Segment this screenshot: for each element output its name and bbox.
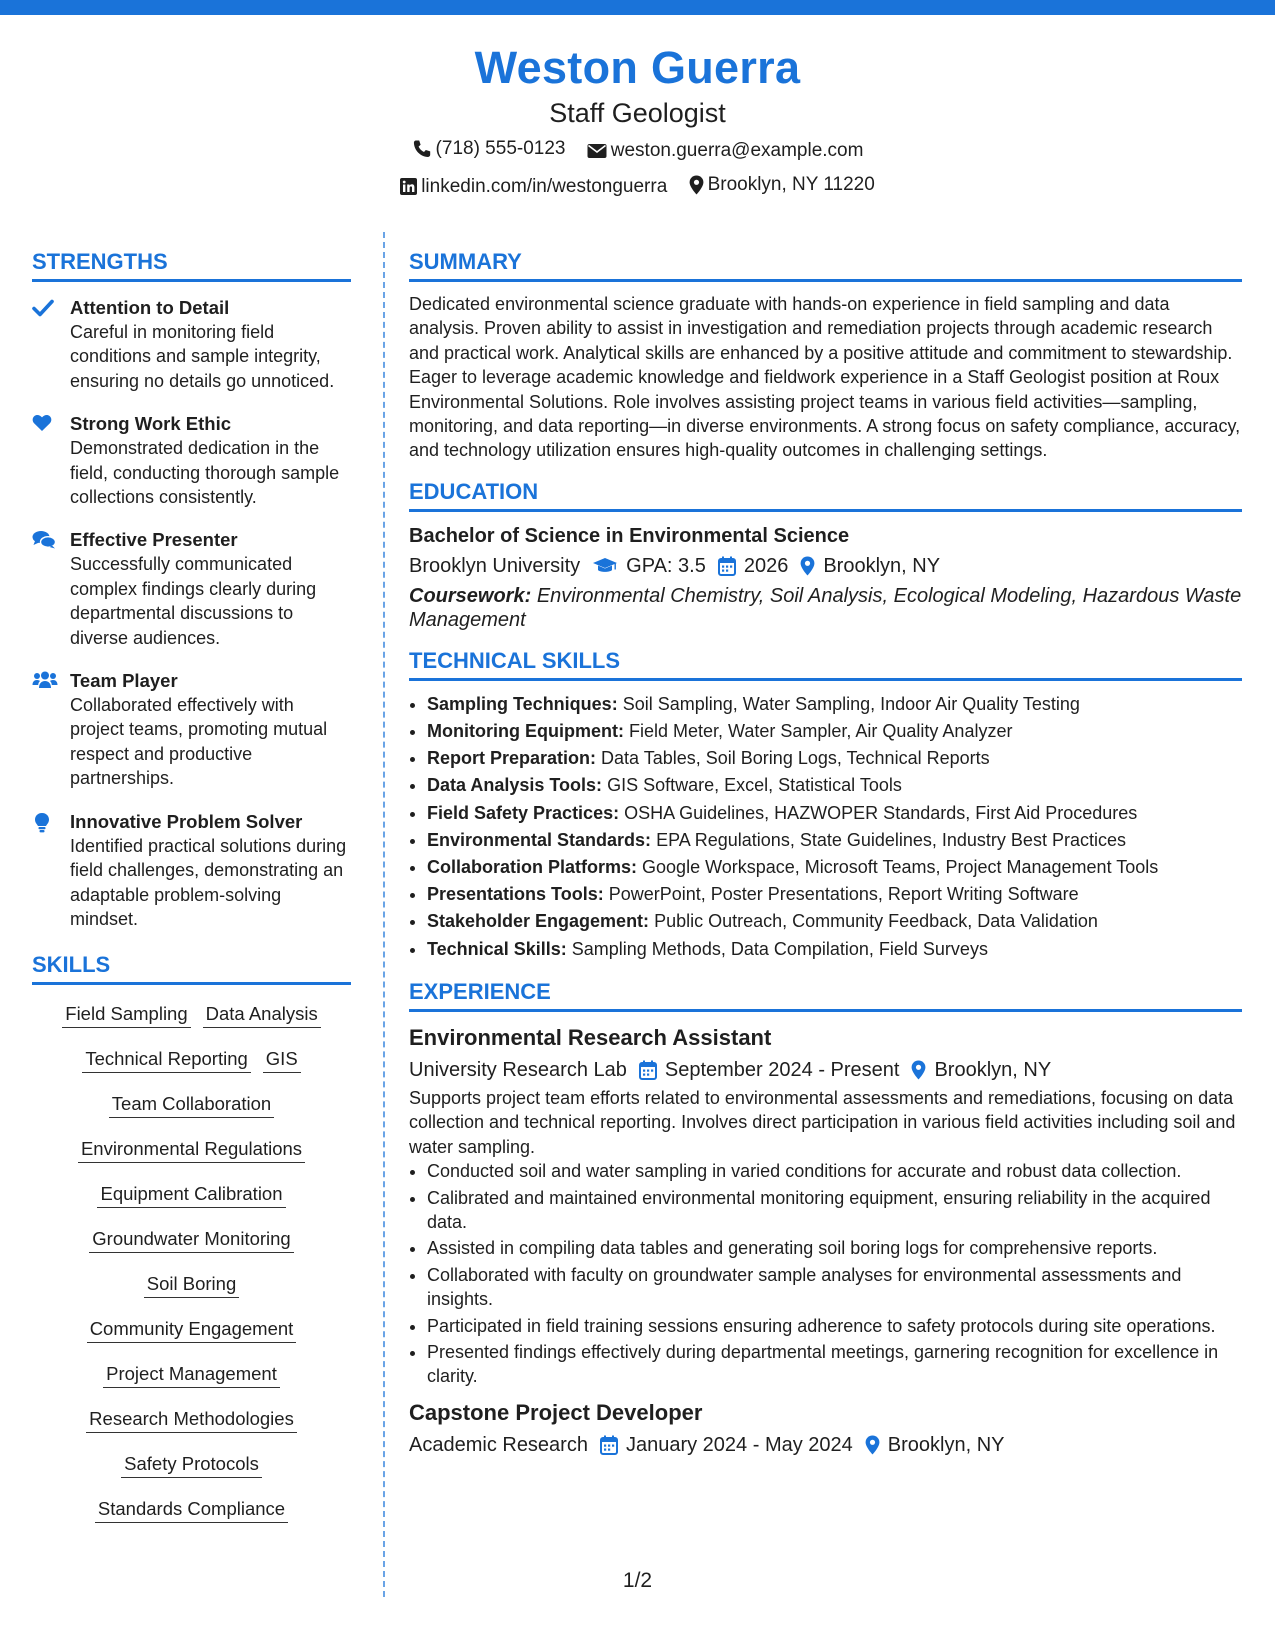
location-text: Brooklyn, NY 11220 [707,174,875,195]
calendar-icon [600,1435,618,1455]
skill-tag: Project Management [103,1361,280,1388]
skill-tag: Data Analysis [203,1001,321,1028]
map-marker-icon [911,1060,926,1080]
skill-row [32,1091,351,1136]
skills-list [32,1001,351,1541]
skill-tag: Groundwater Monitoring [89,1226,293,1253]
experience-heading: EXPERIENCE [409,977,1242,1012]
list-item: • Participated in field training sessions ensuring adherence to safety protocols during site operations. [427,1314,1242,1338]
skill-row [32,1496,351,1541]
technical-skills-heading: TECHNICAL SKILLS [409,646,1242,681]
strength-title: Attention to Detail [70,297,230,318]
left-column [32,247,351,1541]
skill-row [32,1271,351,1316]
skill-tag: Environmental Regulations [78,1136,305,1163]
contact-email[interactable] [587,136,864,166]
skill-tag: Team Collaboration [109,1091,274,1118]
skill-row [32,1046,351,1091]
map-marker-icon [865,1435,880,1455]
job-dates: September 2024 - Present [664,1058,900,1081]
email-text: weston.guerra@example.com [610,140,864,161]
skill-tag: Technical Reporting [82,1046,250,1073]
job-title: Capstone Project Developer [409,1399,703,1425]
skill-row [32,1451,351,1496]
strength-desc: Collaborated effectively with project teams, promoting mutual respect and productive partnerships. [70,695,328,789]
skill-row [32,1406,351,1451]
summary-heading: SUMMARY [409,247,1242,282]
candidate-name: Weston Guerra [474,42,801,93]
strength-item [32,528,351,650]
list-item: • Collaborated with faculty on groundwater sample analyses for environmental assessments and insights. [427,1263,1242,1312]
list-item: • Report Preparation: Data Tables, Soil Boring Logs, Technical Reports [427,745,1242,772]
job-meta [409,1054,1242,1086]
job-org: University Research Lab [409,1058,627,1081]
education-heading: EDUCATION [409,477,1242,512]
skill-tag: Equipment Calibration [97,1181,285,1208]
right-column [409,247,1242,1461]
strength-title: Effective Presenter [70,529,238,551]
skill-row [32,1361,351,1406]
job-meta [409,1429,1242,1461]
technical-skills-list [409,691,1242,963]
strength-desc: Careful in monitoring field conditions and sample integrity, ensuring no details go unnoticed. [70,322,335,391]
job-description: Supports project team efforts related to environmental assessments and remediations, focusing on data collection and technical reporting. Involves direct participation in various field activities including soil and water sampling. [409,1087,1236,1157]
contact-row-2 [0,170,1275,205]
contact-location [689,170,875,200]
calendar-icon [639,1060,657,1080]
skill-row [32,1181,351,1226]
list-item: • Stakeholder Engagement: Public Outreach, Community Feedback, Data Validation [427,908,1242,935]
skill-tag: Standards Compliance [95,1496,288,1523]
coursework [409,584,1242,632]
strength-item [32,810,351,932]
list-item: • Conducted soil and water sampling in varied conditions for accurate and robust data collection. [427,1159,1242,1183]
column-divider [383,232,385,1597]
resume-header [0,40,1275,205]
skill-tag: Field Sampling [62,1001,190,1028]
skill-row [32,1136,351,1181]
job-location: Brooklyn, NY [887,1433,1005,1456]
skill-row [32,1226,351,1271]
degree-title: Bachelor of Science in Environmental Science [409,524,850,547]
school-location: Brooklyn, NY [823,554,941,577]
linkedin-text: linkedin.com/in/westonguerra [421,175,668,197]
job-title: Staff Geologist [549,98,726,128]
skill-tag: Community Engagement [87,1316,297,1343]
strength-item [32,296,351,393]
skill-row [32,1316,351,1361]
strength-title: Team Player [70,670,178,692]
skills-heading: SKILLS [32,950,351,985]
envelope-icon [587,143,607,159]
school-name: Brooklyn University [409,554,581,577]
gpa-text: GPA: 3.5 [626,554,706,577]
calendar-icon [718,556,736,576]
strength-item [32,669,351,791]
list-item: • Assisted in compiling data tables and generating soil boring logs for comprehensive reports. [427,1236,1242,1260]
linkedin-icon [400,178,417,195]
job-dates: January 2024 - May 2024 [625,1433,853,1456]
skill-tag: Soil Boring [144,1271,239,1298]
phone-text: (718) 555-0123 [435,138,566,159]
map-marker-icon [689,175,704,195]
comments-icon [32,530,56,550]
list-item: • Data Analysis Tools: GIS Software, Excel, Statistical Tools [427,772,1242,799]
list-item: • Technical Skills: Sampling Methods, Data Compilation, Field Surveys [427,936,1242,963]
summary-text: Dedicated environmental science graduate with hands-on experience in field sampling and data analysis. Proven ability to assist in investigation and remediation projects through academic research and practical work. Analytical skills are enhanced by a positive attitude and commitment to stewardship. Eager to leverage academic knowledge and fieldwork experience in a Staff Geologist position at Roux Environmental Solutions. Role involves assisting project teams in various field activities—sampling, monitoring, and data reporting—in diverse environments. A strong focus on safety compliance, accuracy, and technology utilization ensures high-quality outcomes in challenging settings. [409,294,1241,461]
skill-tag: Research Methodologies [86,1406,297,1433]
contact-linkedin[interactable] [400,172,667,202]
list-item: • Sampling Techniques: Soil Sampling, Water Sampling, Indoor Air Quality Testing [427,691,1242,718]
list-item: • Presented findings effectively during departmental meetings, garnering recognition for excellence in clarity. [427,1340,1242,1389]
list-item: • Presentations Tools: PowerPoint, Poster Presentations, Report Writing Software [427,881,1242,908]
lightbulb-icon [32,812,52,834]
strength-title: Strong Work Ethic [70,413,232,435]
job-location: Brooklyn, NY [934,1058,1052,1081]
contact-row-1 [0,134,1275,169]
heart-icon [32,414,52,432]
list-item: • Field Safety Practices: OSHA Guidelines, HAZWOPER Standards, First Aid Procedures [427,800,1242,827]
job-bullets [409,1159,1242,1389]
job-title: Environmental Research Assistant [409,1024,772,1050]
users-icon [32,671,58,689]
graduation-cap-icon [592,557,618,575]
strength-item [32,412,351,509]
skill-tag: Safety Protocols [121,1451,262,1478]
list-item: • Calibrated and maintained environmental monitoring equipment, ensuring reliability in the acquired data. [427,1186,1242,1235]
graduation-year: 2026 [743,554,789,577]
strength-desc: Successfully communicated complex findings clearly during departmental discussions to diverse audiences. [70,554,317,648]
strength-desc: Identified practical solutions during field challenges, demonstrating an adaptable problem-solving mindset. [70,835,347,929]
phone-icon [412,139,432,159]
job-org: Academic Research [409,1433,588,1456]
strengths-heading: STRENGTHS [32,247,351,282]
strength-desc: Demonstrated dedication in the field, conducting thorough sample collections consistently. [70,438,340,508]
list-item: • Collaboration Platforms: Google Workspace, Microsoft Teams, Project Management Tools [427,854,1242,881]
skill-tag: GIS [263,1046,301,1073]
strength-title: Innovative Problem Solver [70,810,303,832]
top-accent-bar [0,0,1275,15]
page-number: 1/2 [622,1569,653,1592]
check-icon [32,298,54,318]
coursework-label: Coursework: [409,584,532,607]
map-marker-icon [800,556,815,576]
skill-row [32,1001,351,1046]
list-item: • Environmental Standards: EPA Regulations, State Guidelines, Industry Best Practices [427,827,1242,854]
education-meta [409,550,1242,582]
list-item: • Monitoring Equipment: Field Meter, Water Sampler, Air Quality Analyzer [427,718,1242,745]
contact-phone[interactable] [412,134,566,164]
coursework-text: Environmental Chemistry, Soil Analysis, Ecological Modeling, Hazardous Waste Management [409,584,1242,631]
